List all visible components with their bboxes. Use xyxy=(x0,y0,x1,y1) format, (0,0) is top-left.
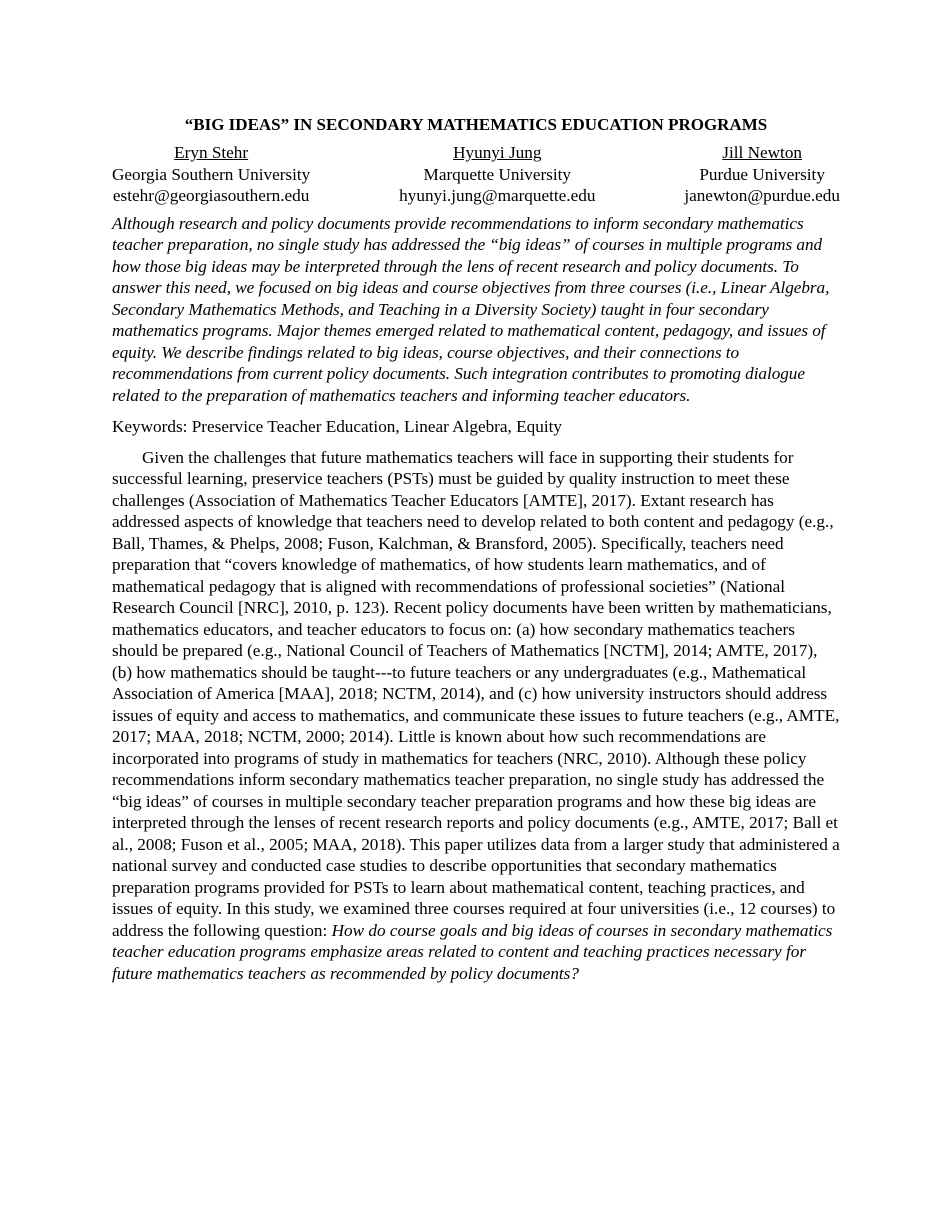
author-name: Eryn Stehr xyxy=(174,143,249,162)
author-list xyxy=(112,142,840,207)
author-name: Hyunyi Jung xyxy=(453,143,542,162)
author-email: hyunyi.jung@marquette.edu xyxy=(399,186,596,205)
body-text: Given the challenges that future mathematics teachers will face in supporting their students for successful learning, preservice teachers (PSTs) must be guided by quality instruction to meet these challenges (Association of Mathematics Teacher Educators [AMTE], 2017). Extant research has addressed aspects of knowledge that teachers need to develop related to both content and pedagogy (e.g., Ball, Thames, & Phelps, 2008; Fuson, Kalchman, & Bransford, 2005). Specifically, teachers need preparation that “covers knowledge of mathematics, of how students learn mathematics, and of mathematical pedagogy that is aligned with recommendations of professional societies” (National Research Council [NRC], 2010, p. 123). Recent policy documents have been written by mathematicians, mathematics educators, and teacher educators to focus on: (a) how secondary mathematics teachers should be prepared (e.g., National Council of Teachers of Mathematics [NCTM], 2014; AMTE, 2017), (b) how mathematics should be taught---to future teachers or any undergraduates (e.g., Mathematical Association of America [MAA], 2018; NCTM, 2014), and (c) how university instructors should address issues of equity and access to mathematics, and communicate these issues to future teachers (e.g., AMTE, 2017; MAA, 2018; NCTM, 2000; 2014). Little is known about how such recommendations are incorporated into programs of study in mathematics for teachers (NRC, 2010). Although these policy recommendations inform secondary mathematics teacher preparation, no single study has addressed the “big ideas” of courses in multiple secondary teacher preparation programs and how these big ideas are interpreted through the lenses of recent research reports and policy documents (e.g., AMTE, 2017; Ball et al., 2008; Fuson et al., 2005; MAA, 2018). This paper utilizes data from a larger study that administered a national survey and conducted case studies to describe opportunities that secondary mathematics preparation programs provided for PSTs to learn about mathematical content, teaching practices, and issues of equity. In this study, we examined three courses required at four universities (i.e., 12 courses) to address the following question: xyxy=(112,447,840,940)
body-paragraph xyxy=(112,447,840,985)
author-affiliation: Purdue University xyxy=(699,164,825,184)
abstract: Although research and policy documents provide recommendations to inform secondary mathematics teacher preparation, no single study has addressed the “big ideas” of courses in multiple programs and how those big ideas may be interpreted through the lens of recent research and policy documents. To answer this need, we focused on big ideas and course objectives from three courses (i.e., Linear Algebra, Secondary Mathematics Methods, and Teaching in a Diversity Society) taught in four secondary mathematics programs. Major themes emerged related to mathematical content, pedagogy, and issues of equity. We describe findings related to big ideas, course objectives, and their connections to recommendations from current policy documents. Such integration contributes to promoting dialogue related to the preparation of mathematics teachers and informing teacher educators. xyxy=(112,213,830,405)
author-name: Jill Newton xyxy=(722,143,803,162)
paper-page xyxy=(112,114,840,984)
author-block xyxy=(399,142,595,207)
author-affiliation: Marquette University xyxy=(423,164,572,184)
author-affiliation: Georgia Southern University xyxy=(112,164,311,184)
paper-title: “BIG IDEAS” IN SECONDARY MATHEMATICS EDUCATION PROGRAMS xyxy=(184,115,768,134)
author-block xyxy=(112,142,310,207)
research-question: How do course goals and big ideas of courses in secondary mathematics teacher education programs emphasize areas related to content and teaching practices necessary for future mathematics teachers as recommended by policy documents? xyxy=(112,920,833,983)
author-email: janewton@purdue.edu xyxy=(684,186,840,205)
keywords: Keywords: Preservice Teacher Education, Linear Algebra, Equity xyxy=(112,417,562,436)
author-block xyxy=(684,142,840,207)
author-email: estehr@georgiasouthern.edu xyxy=(112,186,310,205)
